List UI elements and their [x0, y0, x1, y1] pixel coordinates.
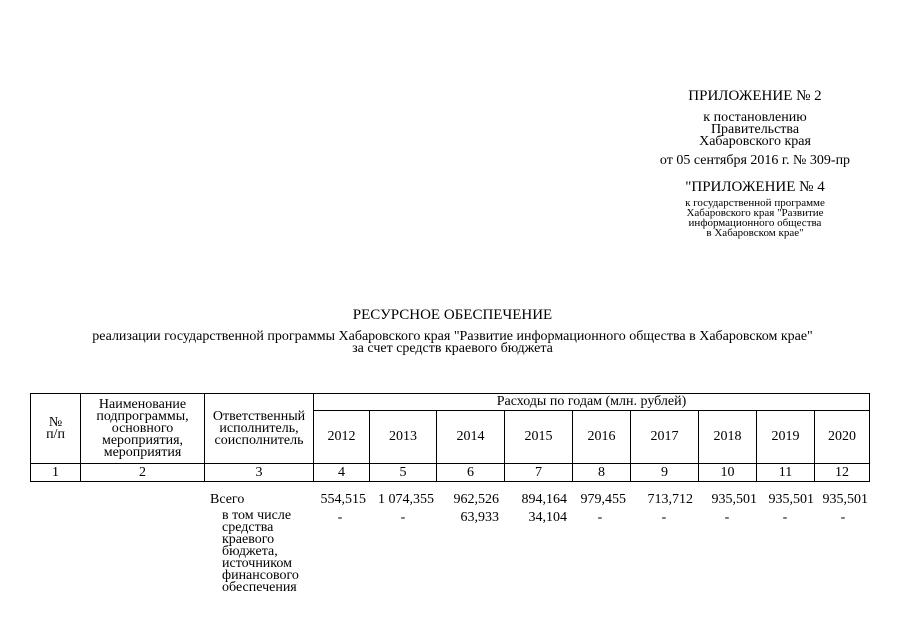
- sub-value: -: [724, 510, 730, 525]
- row-label-line: источником: [222, 556, 292, 571]
- col-header-number: [31, 394, 80, 463]
- appendix-line2: Правительства: [710, 122, 800, 137]
- table-border-bottom: [30, 481, 870, 482]
- year-header: 2019: [771, 429, 800, 444]
- column-number: 6: [467, 464, 474, 480]
- inner-appendix-line3: информационного общества: [688, 217, 822, 229]
- row-label-regional-budget: [222, 510, 299, 594]
- inner-appendix-title: "ПРИЛОЖЕНИЕ № 4: [685, 179, 825, 195]
- total-value: 935,501: [768, 492, 814, 507]
- year-header: 2013: [389, 429, 417, 444]
- col-header-executor-line: соисполнитель: [214, 432, 304, 448]
- total-value: 979,455: [580, 492, 626, 507]
- total-value: 935,501: [822, 492, 868, 507]
- column-number: 10: [720, 464, 735, 480]
- total-value: 935,501: [711, 492, 757, 507]
- column-number: 8: [598, 464, 605, 480]
- row-label-line: финансового: [222, 568, 299, 583]
- sub-value: -: [840, 510, 846, 525]
- appendix-line1: к постановлению: [703, 110, 807, 125]
- year-header: 2015: [524, 429, 553, 444]
- appendix-date: от 05 сентября 2016 г. № 309-пр: [659, 153, 851, 168]
- column-number: 2: [139, 464, 146, 480]
- column-number: 11: [778, 464, 793, 480]
- inner-appendix-line4: в Хабаровском крае": [706, 227, 804, 239]
- col-header-name-line: мероприятия,: [101, 432, 184, 448]
- column-number: 1: [52, 464, 59, 480]
- year-header: 2016: [587, 429, 616, 444]
- year-header: 2014: [456, 429, 485, 444]
- row-label-line: обеспечения: [222, 580, 297, 595]
- col-header-expenses: Расходы по годам (млн. рублей): [496, 394, 687, 409]
- col-header-number-line: №: [48, 414, 63, 430]
- column-number: 5: [399, 464, 407, 480]
- table-border-right: [869, 393, 870, 482]
- col-header-number-line: п/п: [46, 426, 65, 442]
- doc-heading: РЕСУРСНОЕ ОБЕСПЕЧЕНИЕ: [352, 307, 553, 323]
- column-number: 3: [255, 464, 263, 480]
- col-header-name-line: подпрограммы,: [96, 408, 189, 424]
- year-header: 2020: [828, 429, 856, 444]
- total-value: 1 074,355: [378, 492, 434, 507]
- total-value: 554,515: [320, 492, 366, 507]
- row-label-line: бюджета,: [222, 544, 278, 559]
- col-header-executor: [205, 394, 313, 463]
- column-number: 4: [338, 464, 345, 480]
- appendix-line3: Хабаровского края: [699, 134, 811, 149]
- year-header: 2018: [713, 429, 742, 444]
- doc-subtitle-2: за счет средств краевого бюджета: [352, 341, 553, 356]
- row-label-line: краевого: [222, 532, 275, 547]
- row-label-line: в том числе: [222, 508, 292, 523]
- sub-value: -: [661, 510, 667, 525]
- total-value: 713,712: [647, 492, 693, 507]
- year-header: 2012: [327, 429, 356, 444]
- sub-value: 34,104: [528, 510, 567, 525]
- row-label-line: средства: [222, 520, 274, 535]
- total-value: 894,164: [521, 492, 567, 507]
- col-header-name-line: Наименование: [98, 396, 187, 412]
- inner-appendix-line2: Хабаровского края "Развитие: [686, 207, 824, 219]
- sub-value: -: [597, 510, 603, 525]
- sub-value: -: [400, 510, 406, 525]
- column-number: 7: [535, 464, 542, 480]
- col-header-name-line: основного: [111, 420, 174, 436]
- inner-appendix-line1: к государственной программе: [685, 197, 825, 209]
- appendix-title: ПРИЛОЖЕНИЕ № 2: [688, 88, 822, 104]
- sub-value: -: [337, 510, 343, 525]
- col-header-executor-line: исполнитель,: [219, 420, 299, 436]
- year-header: 2017: [650, 429, 679, 444]
- col-header-name-line: мероприятия: [103, 444, 182, 460]
- total-value: 962,526: [453, 492, 499, 507]
- sub-value: 63,933: [460, 510, 499, 525]
- column-number: 9: [661, 464, 668, 480]
- col-header-name: [81, 394, 204, 463]
- row-label-total: Всего: [210, 492, 245, 507]
- doc-subtitle-1: реализации государственной программы Хабаровского края "Развитие информационного общества в Хабаровском крае": [92, 329, 813, 344]
- col-header-executor-line: Ответственный: [212, 408, 306, 424]
- column-number: 12: [835, 464, 849, 480]
- sub-value: -: [782, 510, 788, 525]
